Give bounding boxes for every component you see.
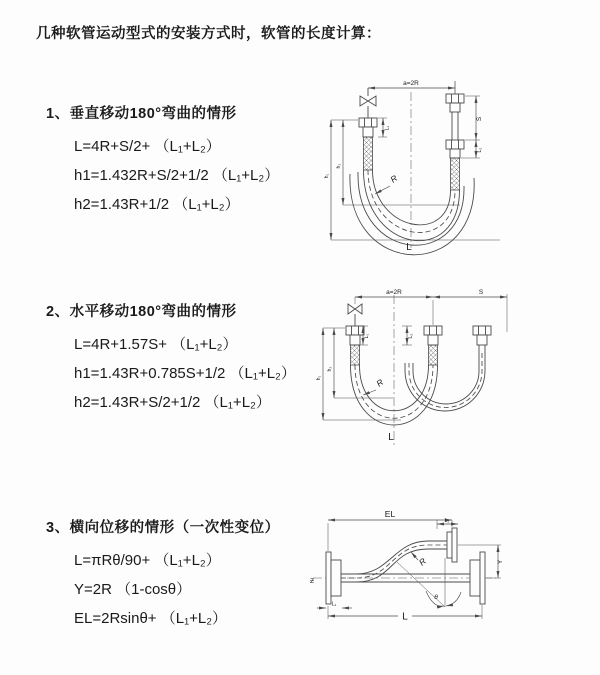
- section-lateral-displacement: [46, 516, 280, 633]
- dim-label-l1: L₁: [364, 333, 370, 339]
- valve-icon: [348, 304, 362, 326]
- dim-label-l2: L₂: [477, 147, 483, 153]
- dim-label-l: L: [406, 242, 412, 253]
- formula-line: h1=1.432R+S/2+1/2 （L₁+L₂）: [74, 167, 280, 184]
- section-1-formulas: [74, 132, 279, 219]
- section-horizontal-move: [46, 300, 296, 417]
- dim-label-h2: h₂: [327, 366, 333, 372]
- dim-label-s: S: [478, 289, 484, 296]
- break-symbol: Ƶ: [310, 578, 314, 585]
- left-fitting: [359, 118, 377, 170]
- straight-pipe-original-position: [341, 552, 485, 604]
- hose-u-position-2: [405, 353, 485, 411]
- dim-l1: [317, 602, 352, 609]
- dim-l1: [378, 118, 391, 137]
- section-3-heading: 3、横向位移的情形（一次性变位）: [46, 520, 280, 536]
- formula-line: EL=2Rsinθ+ （L₁+L₂）: [74, 610, 228, 627]
- dim-label-r: R: [374, 376, 386, 389]
- right-fitting: [446, 81, 464, 190]
- radius-callout: [375, 173, 399, 194]
- formula-line: L=πRθ/90+ （L₁+L₂）: [74, 552, 221, 569]
- radius-callout: [363, 377, 385, 395]
- dim-label-h1: h₁: [316, 375, 322, 381]
- dim-a2r: [368, 80, 455, 96]
- dim-label-a2r: a=2R: [403, 80, 419, 87]
- formula-line: h1=1.43R+0.785S+1/2 （L₁+L₂）: [74, 365, 296, 382]
- dim-label-l1: L₁: [384, 125, 391, 131]
- dim-label-y: Y: [497, 559, 504, 565]
- dim-el: [328, 509, 452, 551]
- dim-label-h1: h₁: [324, 173, 330, 179]
- dim-label-s: S: [476, 116, 483, 122]
- formula-line: h2=1.43R+1/2 （L₁+L₂）: [74, 196, 240, 213]
- radius-callout: [411, 552, 428, 568]
- diagram-horizontal-move-180-bend: [305, 283, 600, 463]
- formula-line: L=4R+1.57S+ （L₁+L₂）: [74, 336, 238, 353]
- dim-label-el: EL: [384, 509, 396, 519]
- dim-label-r: R: [416, 555, 428, 568]
- dim-l2: [402, 326, 414, 345]
- left-flange: [326, 552, 341, 604]
- angle-construction: [397, 555, 461, 607]
- valve-icon: [360, 88, 376, 118]
- dim-label-theta: θ: [434, 594, 438, 601]
- dim-h1-h2: [324, 120, 500, 240]
- right-fitting: [473, 326, 491, 353]
- dim-l: [328, 605, 482, 623]
- diagram-vertical-move-180-bend: [308, 66, 600, 262]
- center-fitting: [424, 326, 442, 365]
- section-2-formulas: [74, 330, 296, 417]
- dim-l2: [437, 518, 458, 529]
- dim-label-l2: L₂: [408, 333, 414, 339]
- formula-line: Y=2R （1-cosθ）: [74, 581, 192, 598]
- dim-label-r: R: [388, 172, 400, 185]
- section-3-formulas: [74, 546, 280, 633]
- formula-line: L=4R+S/2+ （L₁+L₂）: [74, 138, 221, 155]
- section-2-heading: 2、水平移动180°弯曲的情形: [46, 304, 237, 320]
- dim-label-l2: L₂: [444, 518, 450, 524]
- dim-label-l: L: [402, 611, 408, 623]
- dim-label-h2: h₂: [336, 163, 342, 169]
- dim-label-l1: L₁: [331, 601, 337, 608]
- left-fitting: [346, 326, 364, 365]
- section-vertical-move: [46, 102, 279, 219]
- dim-label-a2r: a=2R: [386, 289, 402, 296]
- dim-a2r-s: [355, 289, 507, 332]
- formula-line: h2=1.43R+S/2+1/2 （L₁+L₂）: [74, 394, 271, 411]
- dim-label-l: L: [388, 432, 394, 443]
- diagram-lateral-displacement: [300, 505, 510, 665]
- section-1-heading: 1、垂直移动180°弯曲的情形: [46, 106, 237, 122]
- page-title: 几种软管运动型式的安装方式时，软管的长度计算：: [36, 26, 381, 42]
